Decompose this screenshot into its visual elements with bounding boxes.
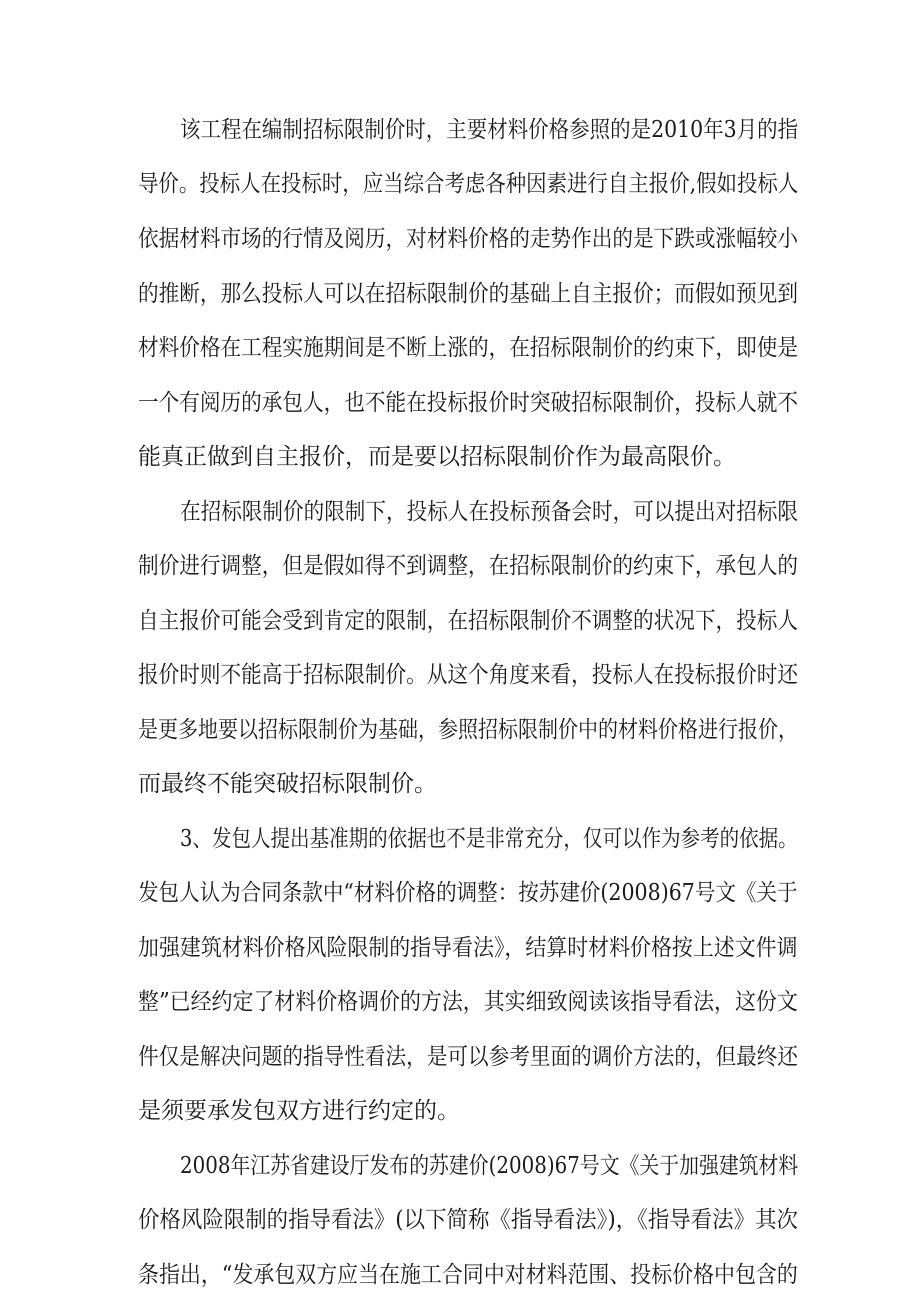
text-line: 而最终不能突破招标限制价。 [138, 771, 437, 797]
text-line: 制价进行调整，但是假如得不到调整，在招标限制价的约束下，承包人的 [138, 553, 798, 579]
text-line: 一个有阅历的承包人，也不能在投标报价时突破招标限制价，投标人就不 [138, 390, 798, 416]
text-line: 材料价格在工程实施期间是不断上涨的，在招标限制价的约束下，即使是 [138, 335, 798, 361]
text-line: 2008年江苏省建设厅发布的苏建价(2008)67号文《关于加强建筑材料 [180, 1153, 799, 1179]
text-line: 发包人认为合同条款中“材料价格的调整：按苏建价(2008)67号文《关于 [138, 880, 798, 906]
text-line: 能真正做到自主报价，而是要以招标限制价作为最高限价。 [138, 444, 736, 470]
text-line: 是须要承发包双方进行约定的。 [138, 1098, 460, 1124]
text-line: 依据材料市场的行情及阅历，对材料价格的走势作出的是下跌或涨幅较小 [138, 226, 798, 252]
text-line: 3、发包人提出基准期的依据也不是非常充分，仅可以作为参考的依据。 [180, 826, 798, 852]
text-line: 整”已经约定了材料价格调价的方法，其实细致阅读该指导看法，这份文 [138, 989, 798, 1015]
text-line: 该工程在编制招标限制价时，主要材料价格参照的是2010年3月的指 [180, 117, 799, 143]
text-line: 在招标限制价的限制下，投标人在投标预备会时，可以提出对招标限 [180, 499, 798, 525]
text-line: 件仅是解决问题的指导性看法，是可以参考里面的调价方法的，但最终还 [138, 1044, 798, 1070]
text-line: 价格风险限制的指导看法》(以下简称《指导看法》)，《指导看法》其次 [138, 1207, 798, 1233]
text-line: 报价时则不能高于招标限制价。从这个角度来看，投标人在投标报价时还 [138, 662, 798, 688]
text-line: 自主报价可能会受到肯定的限制，在招标限制价不调整的状况下，投标人 [138, 608, 798, 634]
text-line: 是更多地要以招标限制价为基础，参照招标限制价中的材料价格进行报价， [138, 717, 798, 743]
text-line: 导价。投标人在投标时，应当综合考虑各种因素进行自主报价,假如投标人 [138, 171, 799, 197]
text-line: 的推断，那么投标人可以在招标限制价的基础上自主报价；而假如预见到 [138, 281, 798, 307]
text-line: 条指出，“发承包双方应当在施工合同中对材料范围、投标价格中包含的 [138, 1262, 798, 1288]
text-line: 加强建筑材料价格风险限制的指导看法》，结算时材料价格按上述文件调 [138, 935, 798, 961]
